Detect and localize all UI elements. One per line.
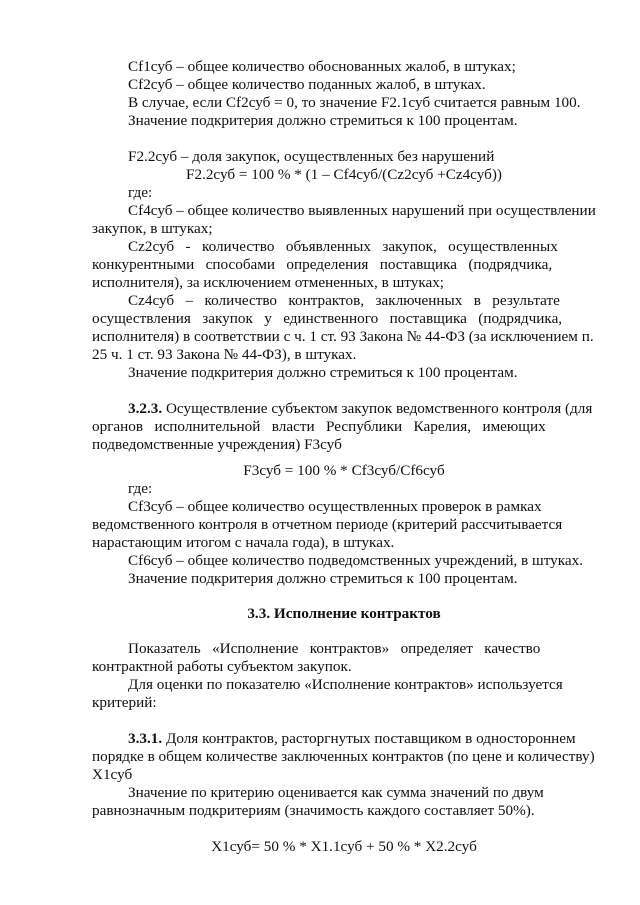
subcriterion-323-line3: подведомственные учреждения) F3суб [92,436,342,453]
definition-cz4-line4: 25 ч. 1 ст. 93 Закона № 44-ФЗ), в штуках. [92,346,357,363]
definition-cz2-line1: Cz2суб - количество объявленных закупок, осуществленных [128,238,558,255]
definition-cf3-line1: Cf3суб – общее количество осуществленных проверок в рамках [128,498,542,515]
subcriterion-323-line2: органов исполнительной власти Республики Карелия, имеющих [92,418,546,435]
criterion-331-line1 [92,730,596,748]
definition-cz4-line1: Cz4суб – количество контрактов, заключенных в результате [128,292,560,309]
subcriterion-323-line1 [92,400,596,418]
definition-cf4-line2: закупок, в штуках; [92,220,213,237]
criterion-331-line3: X1суб [92,766,133,783]
condition-text: В случае, если Cf2суб = 0, то значение F2.1суб считается равным 100. [128,94,581,111]
clause-text: Осуществление субъектом закупок ведомственного контроля (для [162,400,593,417]
definition-cz4-line2: осуществления закупок у единственного поставщика (подрядчика, [92,310,563,327]
formula-x1: X1суб= 50 % * X1.1суб + 50 % * X2.2суб [211,838,477,855]
clause-number: 3.3.1. [128,730,163,747]
clause-number: 3.2.3. [128,400,163,417]
target-text: Значение подкритерия должно стремиться к 100 процентам. [128,112,518,129]
clause-text: Доля контрактов, расторгнутых поставщиком в одностороннем [162,730,576,747]
definition-cf6: Cf6суб – общее количество подведомственных учреждений, в штуках. [128,552,584,569]
definition-cz2-line3: исполнителя), за исключением отмененных, в штуках; [92,274,445,291]
definition-cf1: Cf1суб – общее количество обоснованных жалоб, в штуках; [128,58,516,75]
subcriterion-f22-title: F2.2суб – доля закупок, осуществленных без нарушений [128,148,495,165]
definition-cz2-line2: конкурентными способами определения поставщика (подрядчика, [92,256,553,273]
target-text: Значение подкритерия должно стремиться к 100 процентам. [128,364,518,381]
where-label: где: [128,480,153,497]
section-heading: 3.3. Исполнение контрактов [247,605,441,622]
definition-cf3-line2: ведомственного контроля в отчетном периоде (критерий рассчитывается [92,516,563,533]
indicator-paragraph-line1: Показатель «Исполнение контрактов» определяет качество [128,640,541,657]
target-text: Значение подкритерия должно стремиться к 100 процентам. [128,570,518,587]
definition-cz4-line3: исполнителя) в соответствии с ч. 1 ст. 93 Закона № 44-ФЗ (за исключением п. [92,328,594,345]
where-label: где: [128,184,153,201]
formula-f22: F2.2суб = 100 % * (1 – Cf4суб/(Cz2суб +Cz4суб)) [186,166,502,183]
criterion-intro-line2: критерий: [92,694,157,711]
formula-f3: F3суб = 100 % * Cf3суб/Cf6суб [243,462,445,479]
definition-cf4-line1: Cf4суб – общее количество выявленных нарушений при осуществлении [128,202,596,219]
criterion-intro-line1: Для оценки по показателю «Исполнение контрактов» используется [128,676,563,693]
evaluation-paragraph-line2: равнозначным подкритериям (значимость каждого составляет 50%). [92,802,535,819]
definition-cf2: Cf2суб – общее количество поданных жалоб, в штуках. [128,76,486,93]
evaluation-paragraph-line1: Значение по критерию оценивается как сумма значений по двум [128,784,544,801]
indicator-paragraph-line2: контрактной работы субъектом закупок. [92,658,352,675]
definition-cf3-line3: нарастающим итогом с начала года), в штуках. [92,534,395,551]
criterion-331-line2: порядке в общем количестве заключенных контрактов (по цене и количеству) [92,748,595,765]
